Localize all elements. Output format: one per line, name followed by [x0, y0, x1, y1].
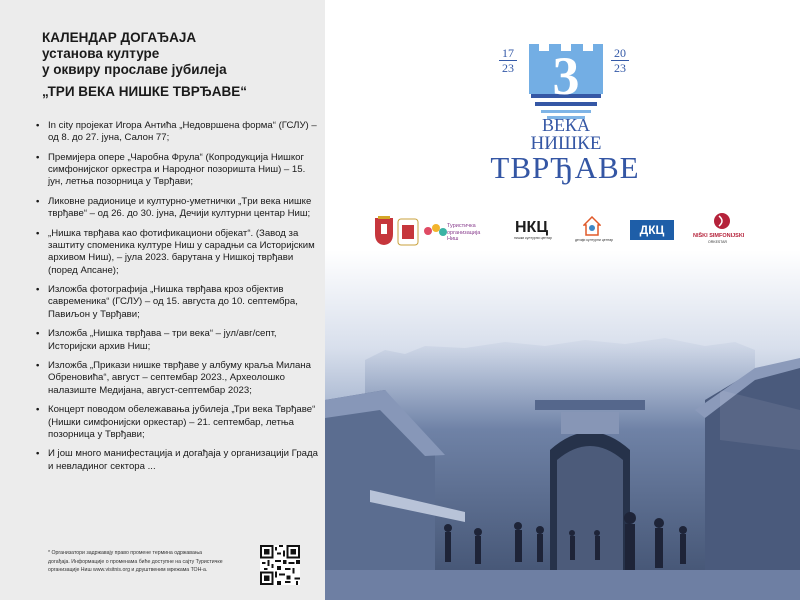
- calendar-heading: [42, 30, 312, 100]
- event-text: Ликовне радионице и културно-уметнички „Tри века нишке тврђаве“ – од 26. до 30. јуна, Дечији културни центар Ниш;: [48, 196, 312, 220]
- event-item: [36, 120, 318, 144]
- end-year: 20 23: [611, 47, 629, 74]
- bullet: •: [36, 328, 40, 340]
- event-text: Премијера опере „Чаробна Фрула“ (Копродукција Нишког симфонијског оркестра и Народног позоришта Ниш) – 15. јун, летња позорница у Тврђави;: [48, 151, 306, 188]
- tourist-organisation-logo: Туристичка организација Ниш: [447, 223, 481, 242]
- jubilee-title: „ТРИ ВЕКА НИШКЕ ТВРЂАВЕ“: [42, 84, 247, 99]
- bullet: •: [36, 448, 40, 460]
- event-item: [36, 360, 318, 397]
- event-item: [36, 284, 318, 321]
- title-tvrdjave: ТВРЂАВЕ: [490, 150, 640, 185]
- fortress-tower-icon: [521, 36, 611, 122]
- event-text: In city пројекат Игора Антића „Недовршена форма“ (ГСЛУ) – од 8. до 27. јуна, Салон 77;: [48, 120, 317, 144]
- footnote-line: догађаја. Информације о променама биће доступне на сајту Туристичке: [48, 558, 223, 565]
- event-item: [36, 152, 318, 189]
- event-item: [36, 404, 318, 441]
- heading-line-3: у оквиру прославе јубилеја: [42, 62, 227, 77]
- childrens-center-icon: [583, 216, 601, 236]
- title-veka: ВЕКА: [541, 115, 590, 135]
- title-niske: НИШКЕ: [530, 133, 602, 154]
- event-text: „Нишка тврђава као фотификациони објекат“. (Завод за заштиту споменика културе Ниш у сарадњи са Историјским архивом Ниш), – јула 2023. барутана у Нишкој тврђави (поред Апсане);: [48, 227, 315, 276]
- city-coat-of-arms-icon: [373, 212, 395, 246]
- bullet: •: [36, 120, 40, 131]
- poster-art-panel: [325, 0, 800, 600]
- event-text: И још много манифестација и догађаја у организацији Града и невладиног сектора ...: [48, 448, 318, 472]
- footnote-line: * Организатори задржавају право промене термина одржавања: [48, 550, 202, 556]
- event-calendar-panel: [0, 0, 325, 600]
- bullet: •: [36, 404, 40, 416]
- symphony-orchestra-logo: NIŠKI SIMFONIJSKI: [693, 233, 745, 239]
- dkc-logo: ДКЦ: [630, 220, 674, 240]
- event-item: [36, 328, 318, 352]
- bullet: •: [36, 284, 40, 296]
- bullet: •: [36, 151, 40, 163]
- event-item: [36, 196, 318, 220]
- start-year: 17 23: [499, 47, 517, 74]
- childrens-center-caption: дечији културни центар: [575, 238, 614, 242]
- symphony-orchestra-caption: ORKESTAR: [708, 240, 727, 244]
- symphony-orchestra-icon: [713, 212, 731, 230]
- event-list: [36, 120, 318, 480]
- city-seal-icon: [397, 218, 419, 246]
- event-item: [36, 228, 318, 277]
- event-text: Концерт поводом обележавања јубилеја „Три века Тврђаве“ (Нишки симфонијски оркестар) – 21. септембар, летња позорница у Тврђави;: [48, 404, 316, 440]
- event-text: Изложба фотографија „Нишка тврђава кроз објектив савременика“ (ГСЛУ) – од 15. августа до 10. септембра, Павиљон у Тврђави;: [48, 284, 298, 320]
- qr-code[interactable]: [260, 545, 300, 585]
- footnote: [48, 549, 258, 575]
- bullet: •: [36, 196, 40, 208]
- event-text: Изложба „Нишка тврђава – три века“ – јул/авг/септ, Историјски архив Ниш;: [48, 328, 277, 352]
- event-text: Изложба „Прикази нишке тврђаве у албуму краља Милана Обреновића“, август – септембар 2023., Археолошко налазиште Медијана, август-септембар 2023;: [48, 360, 311, 396]
- bullet: •: [36, 360, 40, 372]
- bullet: •: [36, 227, 40, 239]
- event-item: [36, 448, 318, 472]
- heading-line-2: установа културе: [42, 46, 160, 61]
- nkc-caption: нишки културни центар: [514, 236, 552, 240]
- footnote-line: организације Ниш www.visitnis.org и друштвеним мрежама ТОН-а.: [48, 567, 208, 573]
- heading-line-1: КАЛЕНДАР ДОГАЂАЈА: [42, 30, 197, 45]
- nkc-logo: НКЦ: [515, 219, 549, 236]
- svg-text:3: 3: [552, 46, 580, 106]
- historic-fortress-photo: [325, 250, 800, 600]
